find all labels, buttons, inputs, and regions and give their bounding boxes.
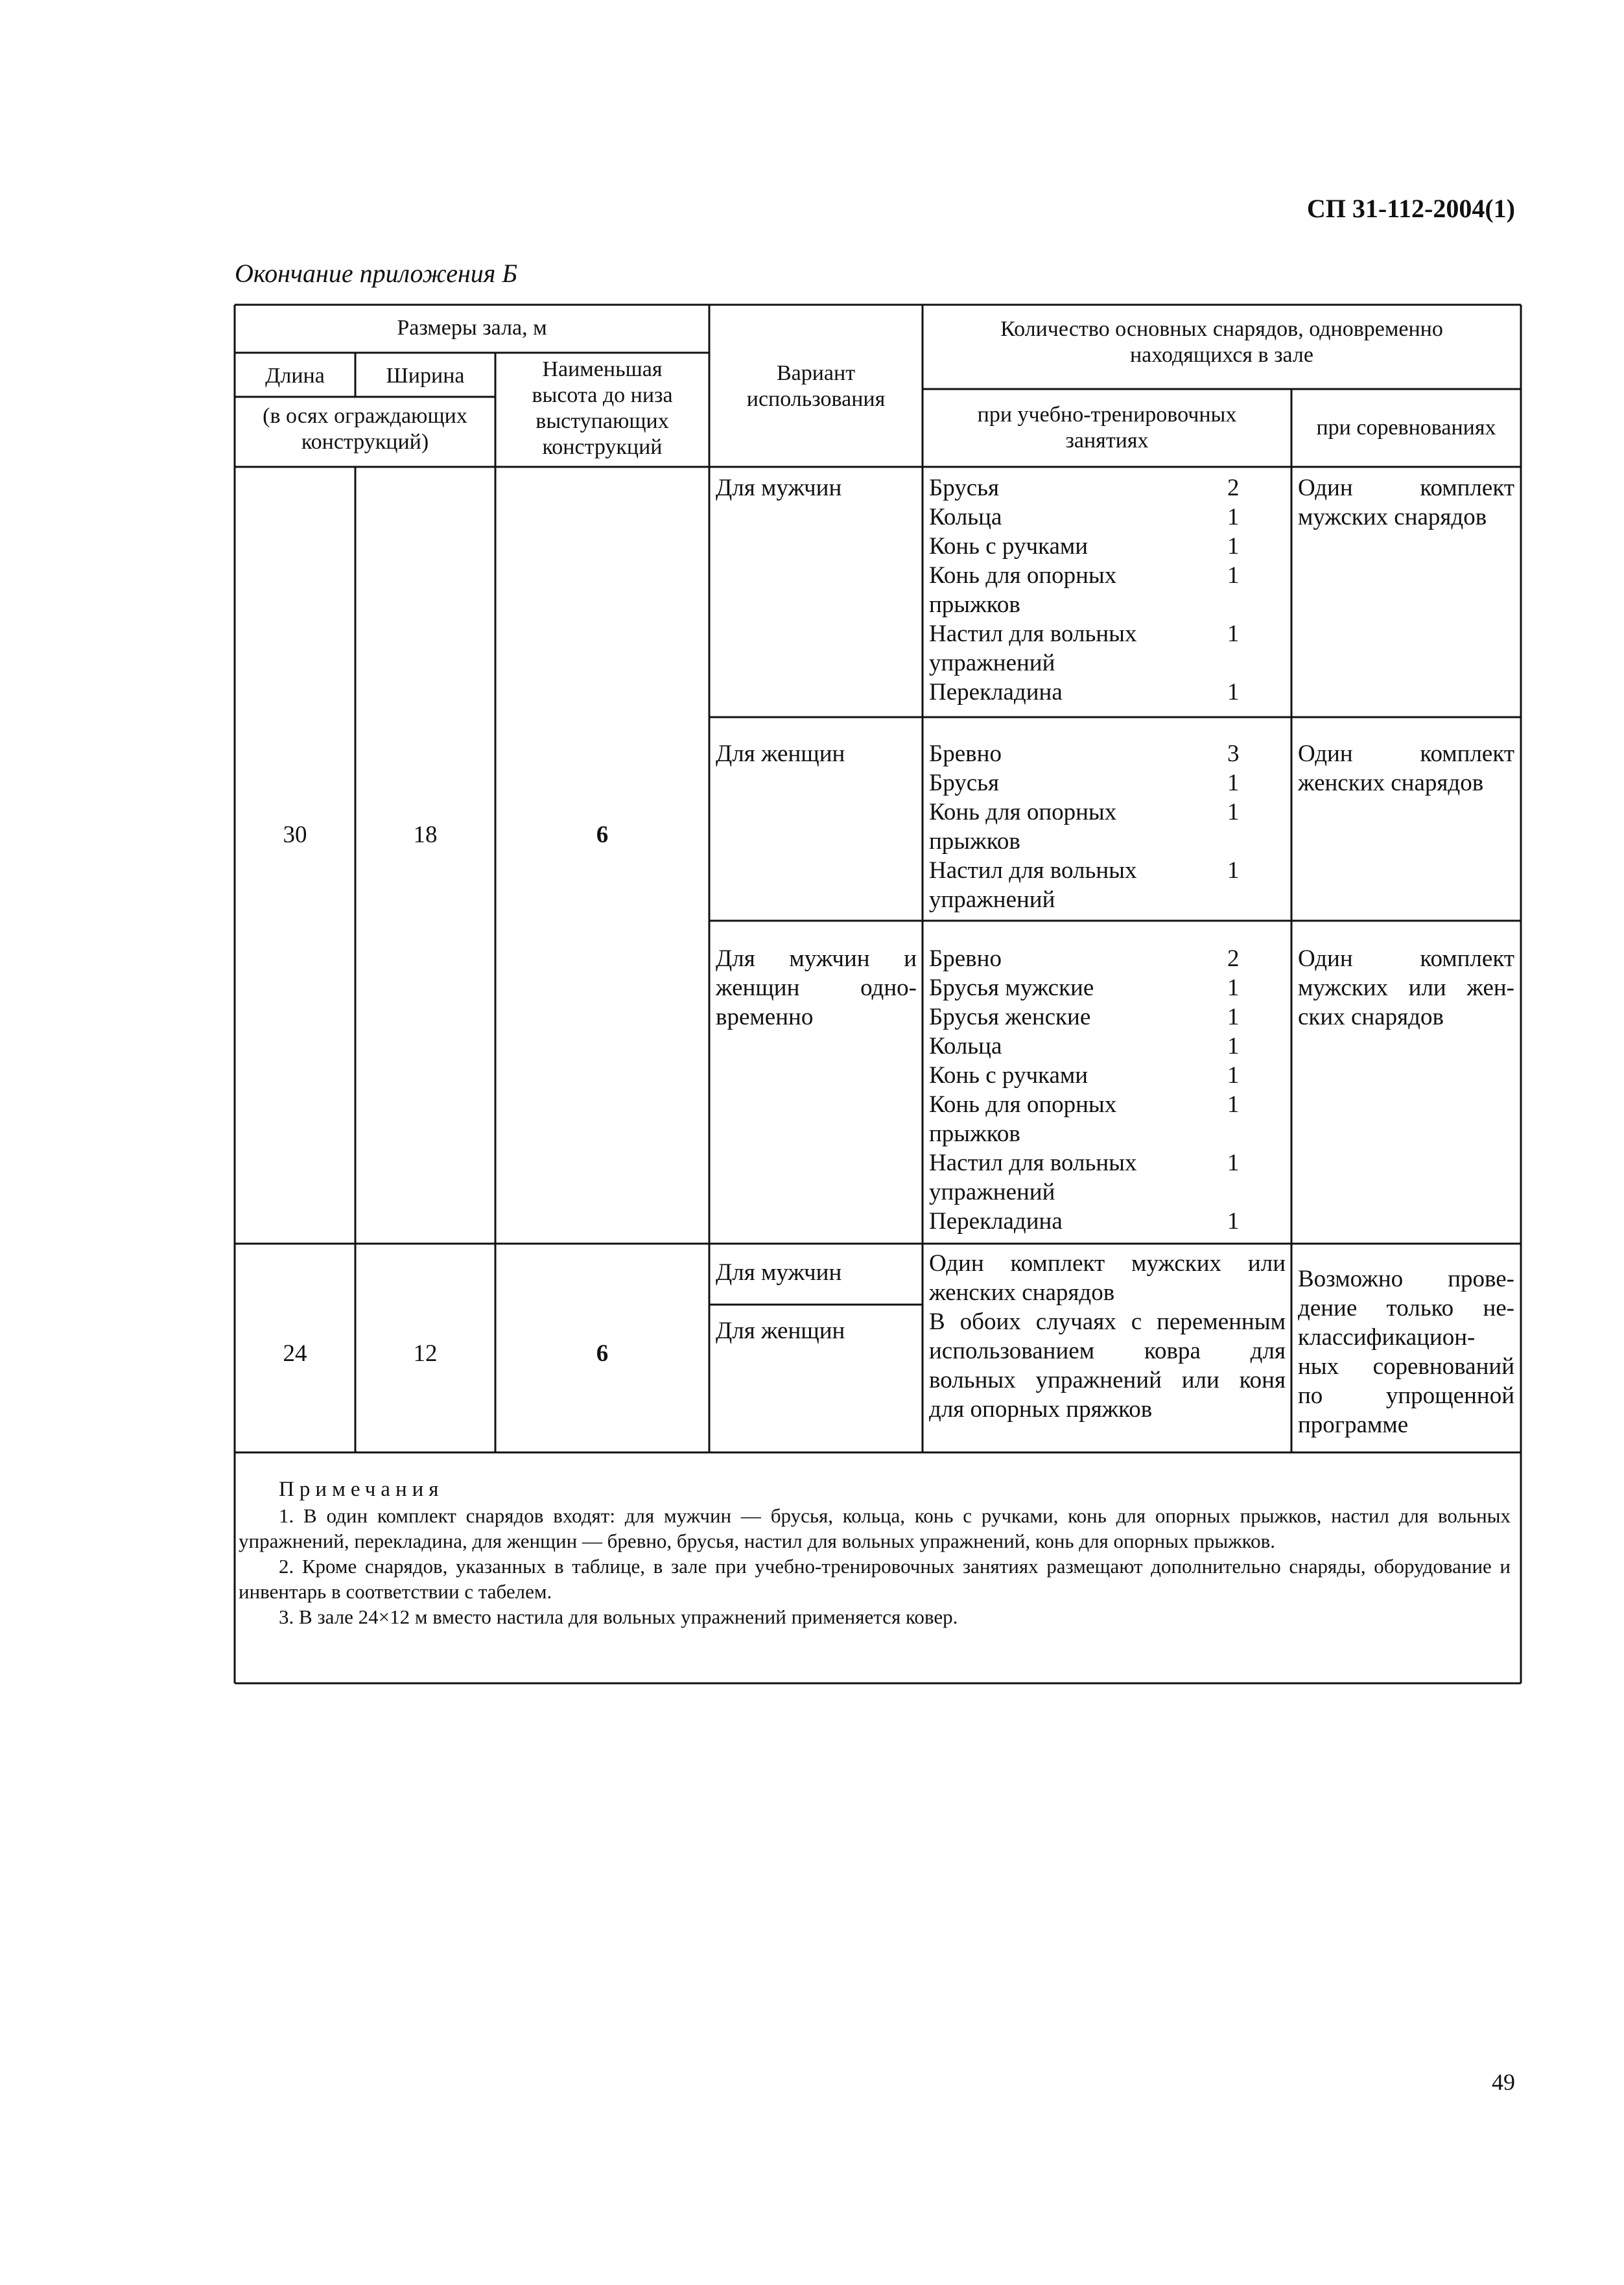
header-width: Ширина xyxy=(386,364,465,388)
competition-mixed: Один комплект мужских или жен- ских снарядов xyxy=(1298,945,1514,1030)
list-item: Конь с ручками 1 xyxy=(929,533,1240,560)
row2-width: 12 xyxy=(413,1340,438,1367)
equipment-list-men xyxy=(929,473,1253,707)
list-item: Настил для вольных 1 xyxy=(929,857,1240,884)
list-item: Конь для опорных 1 xyxy=(929,799,1240,825)
note-2: 2. Кроме снарядов, указанных в таблице, в зале при учебно-тренировочных занятиях размещают дополнительно снаряды, оборудование и инвентарь в соответствии с табелем. xyxy=(239,1555,1511,1603)
list-item: Конь для опорных 1 xyxy=(929,1091,1240,1118)
list-item-cont: упражнений xyxy=(929,886,1055,913)
variant-men-and-women: Для мужчин и женщин одно- временно xyxy=(716,945,917,1030)
header-length: Длина xyxy=(265,364,325,388)
list-item: Брусья 1 xyxy=(929,770,1240,796)
row1-length: 30 xyxy=(283,822,307,848)
header-usage-variant: Вариант использования xyxy=(746,361,886,411)
list-item: Кольца 1 xyxy=(929,504,1240,530)
list-item: Брусья мужские 1 xyxy=(929,975,1240,1001)
row1-height: 6 xyxy=(596,822,609,848)
variant-women: Для женщин xyxy=(716,740,845,767)
notes-title: Примечания xyxy=(279,1478,444,1501)
competition-women: Один комплект женских снарядов xyxy=(1298,740,1514,796)
list-item: Настил для вольных 1 xyxy=(929,1150,1240,1176)
row2-competition: Возможно прове- дение только не- классификацион- ных соревнований по упрощенной программе xyxy=(1298,1266,1514,1438)
equipment-list-women xyxy=(929,739,1253,914)
row2-variant-women: Для женщин xyxy=(716,1318,845,1344)
page-number: 49 xyxy=(1492,2069,1515,2095)
document-code: СП 31-112-2004(1) xyxy=(1306,194,1515,223)
variant-men: Для мужчин xyxy=(716,475,842,501)
note-1: 1. В один комплект снарядов входят: для мужчин — брусья, кольца, конь с ручками, конь для опорных прыжков, настил для вольных упражнений, перекладина, для женщин — бревно, брусья, настил для вольных упражнений, конь для опорных прыжков. xyxy=(239,1504,1511,1552)
notes-block xyxy=(239,1503,1511,1629)
header-min-height: Наименьшая высота до низа выступающих конструкций xyxy=(532,357,673,459)
list-item: Брусья женские 1 xyxy=(929,1004,1240,1030)
list-item: Перекладина 1 xyxy=(929,1208,1240,1235)
list-item: Бревно 3 xyxy=(929,740,1240,767)
list-item-cont: упражнений xyxy=(929,650,1055,676)
row2-length: 24 xyxy=(283,1340,307,1367)
list-item: Бревно 2 xyxy=(929,945,1240,972)
annex-title: Окончание приложения Б xyxy=(235,259,517,288)
list-item-cont: прыжков xyxy=(929,828,1020,855)
competition-men: Один комплект мужских снарядов xyxy=(1298,475,1514,530)
list-item: Конь с ручками 1 xyxy=(929,1062,1240,1089)
list-item: Кольца 1 xyxy=(929,1033,1240,1060)
row2-height: 6 xyxy=(596,1340,609,1367)
list-item: Брусья 2 xyxy=(929,475,1240,501)
header-axes-note: (в осях ограждающих конструкций) xyxy=(263,404,467,454)
list-item-cont: упражнений xyxy=(929,1179,1055,1205)
note-3: 3. В зале 24×12 м вместо настила для вольных упражнений применяется ковер. xyxy=(279,1605,958,1628)
row2-variant-men: Для мужчин xyxy=(716,1259,842,1286)
equipment-list-mixed xyxy=(929,944,1253,1236)
list-item: Конь для опорных 1 xyxy=(929,562,1240,589)
header-training: при учебно-тренировочных занятиях xyxy=(977,403,1237,453)
list-item: Настил для вольных 1 xyxy=(929,621,1240,647)
header-hall-sizes: Размеры зала, м xyxy=(397,316,547,340)
header-equipment-qty: Количество основных снарядов, одновременно находящихся в зале xyxy=(1000,317,1443,367)
header-competition: при соревнованиях xyxy=(1316,416,1496,440)
row1-width: 18 xyxy=(413,822,438,848)
list-item: Перекладина 1 xyxy=(929,679,1240,705)
list-item-cont: прыжков xyxy=(929,1120,1020,1147)
row2-training-equipment: Один комплект мужских или женских снарядов В обоих случаях с переменным использованием ковра для вольных упражнений или коня для опорных пряжков xyxy=(929,1250,1286,1423)
list-item-cont: прыжков xyxy=(929,591,1020,618)
